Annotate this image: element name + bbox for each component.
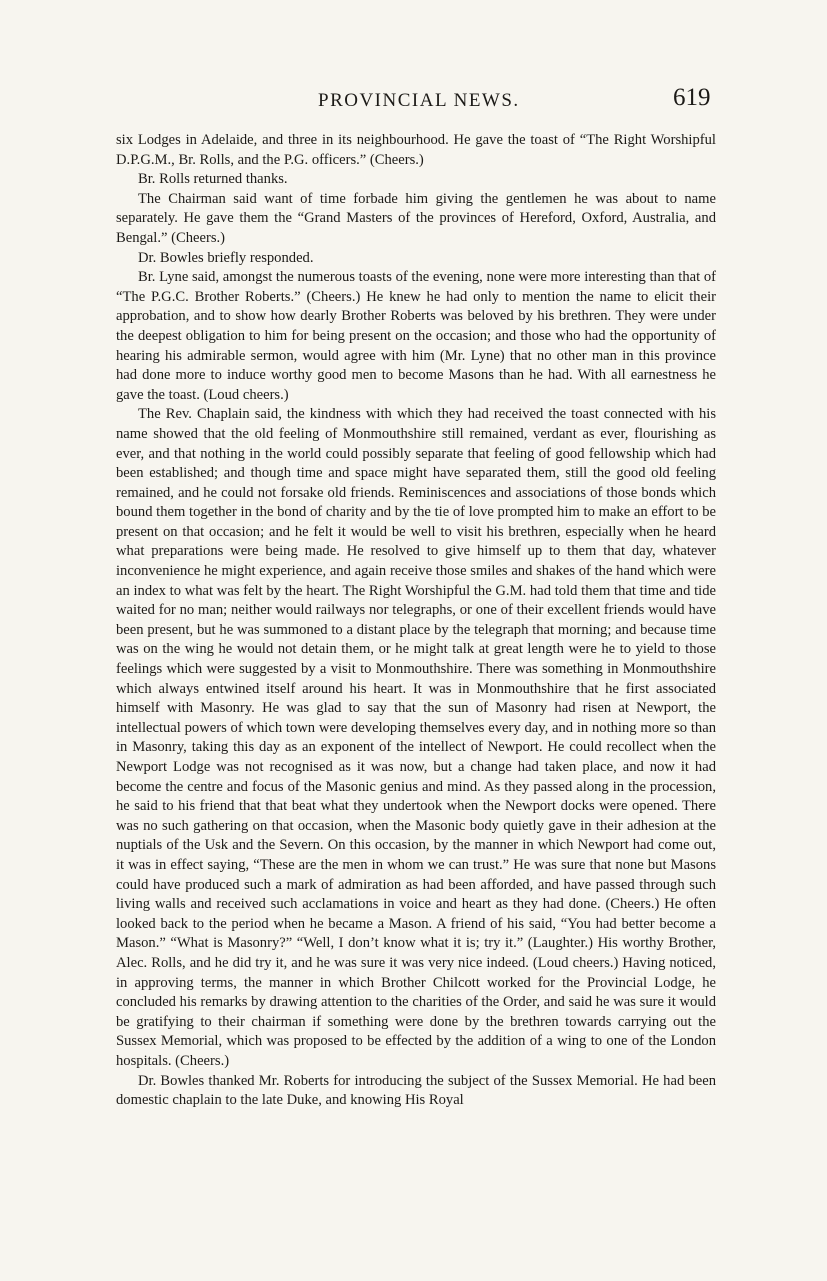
paragraph: The Rev. Chaplain said, the kindness with which they had received the toast connected with his name showed that the old feeling of Monmouthshire still remained, verdant as ever, flourishing as ever, and that nothing in the world could possibly separate that feeling of good fellowship which had been established; and though time and space might have separated them, still the good old feeling remained, and he could not forsake old friends. Reminiscences and associations of those bonds which bound them together in the bond of charity and by the tie of love prompted him to make an effort to be present on that occasion; and he felt it would be well to visit his brethren, especially when he heard what preparations were being made. He resolved to give himself up to them that day, whatever inconvenience he might experience, and again receive those smiles and shakes of the hand which were an index to what was felt by the heart. The Right Worshipful the G.M. had told them that time and tide waited for no man; neither would railways nor telegraphs, or one of their excellent friends would have been present, but he was summoned to a distant place by the telegraph that morning; and because time was on the wing he would not detain them, or he might talk at great length were he to yield to those feelings which were suggested by a visit to Monmouthshire. There was something in Monmouthshire which always entwined itself around his heart. It was in Monmouthshire that he first associated himself with Masonry. He was glad to say that the sun of Masonry had risen at Newport, the intellectual powers of which town were developing themselves every day, and in nothing more so than in Masonry, taking this day as an exponent of the intellect of Newport. He could recollect when the Newport Lodge was not recognised as it was now, but a change had taken place, and now it had become the centre and focus of the Masonic genius and mind. As they passed along in the procession, he said to his friend that that beat what they undertook when the Newport docks were opened. There was no such gathering on that occasion, when the Masonic body quietly gave in their adhesion at the nuptials of the Usk and the Severn. On this occasion, by the manner in which Newport had come out, it was in effect saying, “These are the men in whom we can trust.” He was sure that none but Masons could have produced such a mark of admiration as had been afforded, and have passed through such living walls and received such acclamations in voice and heart as they had done. (Cheers.) He often looked back to the period when he became a Mason. A friend of his said, “You had better become a Mason.” “What is Masonry?” “Well, I don’t know what it is; try it.” (Laughter.) His worthy Brother, Alec. Rolls, and he did try it, and he was sure it was very nice indeed. (Loud cheers.) Having noticed, in approving terms, the manner in which Brother Chilcott worked for the Provincial Lodge, he concluded his remarks by drawing attention to the charities of the Order, and said he was sure it would be gratifying to their chairman if something were done by the brethren towards carrying out the Sussex Memorial, which was proposed to be effected by the addition of a wing to one of the London hospitals. (Cheers.) [116,406,716,1069]
paragraph: Br. Lyne said, amongst the numerous toasts of the evening, none were more interesting than that of “The P.G.C. Brother Roberts.” (Cheers.) He knew he had only to mention the name to elicit their approbation, and to show how dearly Brother Roberts was beloved by his brethren. They were under the deepest obligation to him for being present on the occasion; and those who had the opportunity of hearing his admirable sermon, would agree with him (Mr. Lyne) that no other man in this province had done more to induce worthy good men to become Masons than he had. With all earnestness he gave the toast. (Loud cheers.) [116,269,716,403]
paragraph: The Chairman said want of time forbade him giving the gentlemen he was about to name separately. He gave them the “Grand Masters of the provinces of Hereford, Oxford, Australia, and Bengal.” (Cheers.) [116,190,716,246]
running-header [0,84,827,114]
text-column [116,131,716,1111]
page-number: 619 [673,84,711,111]
paragraph: Dr. Bowles briefly responded. [138,249,314,266]
paragraph: Dr. Bowles thanked Mr. Roberts for introducing the subject of the Sussex Memorial. He had been domestic chaplain to the late Duke, and knowing His Royal [116,1072,716,1109]
running-title: PROVINCIAL NEWS. [318,90,520,111]
paragraph: Br. Rolls returned thanks. [138,171,288,188]
paragraph-continued: six Lodges in Adelaide, and three in its neighbourhood. He gave the toast of “The Right Worshipful D.P.G.M., Br. Rolls, and the P.G. officers.” (Cheers.) [116,132,716,168]
